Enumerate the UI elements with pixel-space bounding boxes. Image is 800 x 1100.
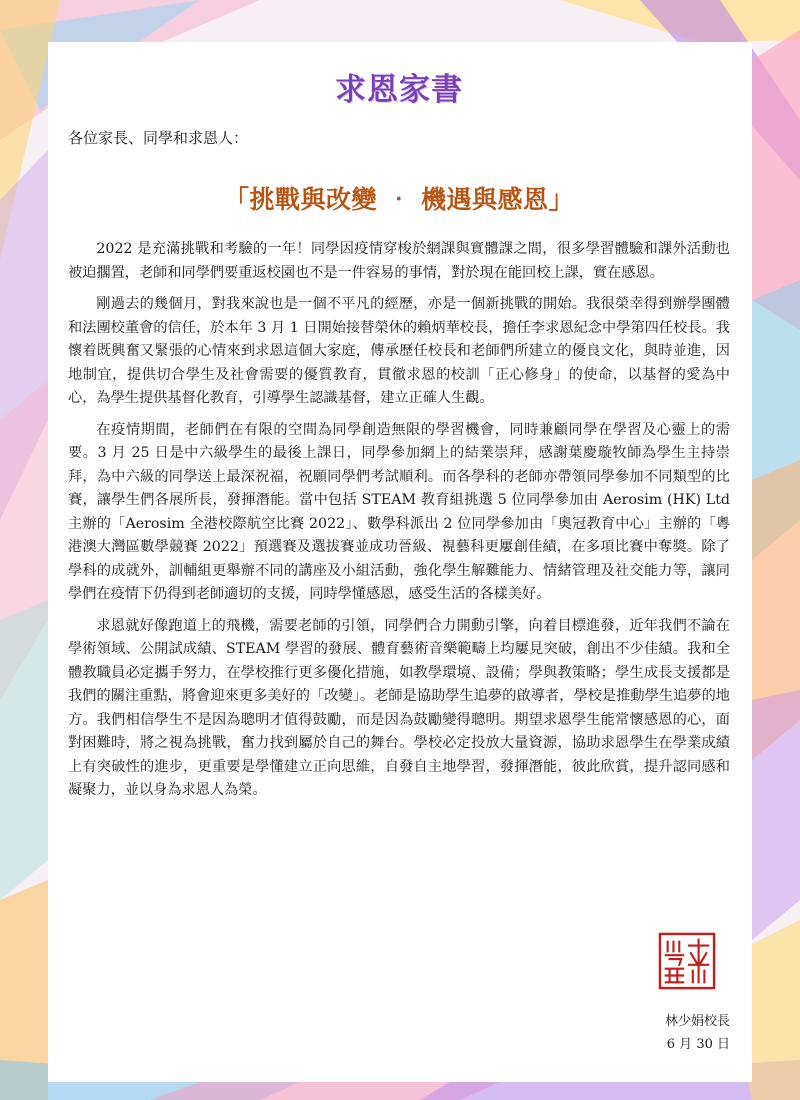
letter-headline: 「挑戰與改變 ‧ 機遇與感恩」 [224,185,574,214]
paragraph: 求恩就好像跑道上的飛機，需要老師的引領，同學們合力開動引擎，向着目標進發，近年我們不論在學術領域、公開試成績、STEAM 學習的發展、體育藝術音樂範疇上均屢見突破，創出不少佳績。我和全體教職員必定攜手努力，在學校推行更多優化措施，如教學環境、設備；學與教策略；學生成長支援都是我們的關注重點，將會迎來更多美好的「改變」。老師是協助學生追夢的啟導者，學校是推動學生追夢的地方。我們相信學生不是因為聰明才值得鼓勵，而是因為鼓勵變得聰明。期望求恩學生能常懷感恩的心，面對困難時，將之視為挑戰，奮力找到屬於自己的舞台。學校必定投放大量資源，協助求恩學生在學業成績上有突破性的進步，更重要是學懂建立正向思維，自發自主地學習，發揮潛能，彼此欣賞，提升認同感和凝聚力，並以身為求恩人為榮。 [68,617,730,798]
letter-page [48,42,752,1082]
signer-name: 林少娟校長 [664,1014,730,1029]
principal-seal [658,932,716,990]
letter-date: 6 月 30 日 [666,1037,730,1052]
paragraph: 2022 是充滿挑戰和考驗的一年！同學因疫情穿梭於網課與實體課之間，很多學習體驗和課外活動也被迫擱置，老師和同學們要重返校園也不是一件容易的事情，對於現在能回校上課，實在感恩。 [68,241,730,281]
letter-title: 求恩家書 [335,72,463,108]
paragraph: 剛過去的幾個月，對我來說也是一個不平凡的經歷，亦是一個新挑戰的開始。我很榮幸得到辦學團體和法團校董會的信任，於本年 3 月 1 日開始接替榮休的賴炳華校長，擔任李求恩紀念中學第四任校長。我懷着既興奮又緊張的心情來到求恩這個大家庭，傳承歷任校長和老師們所建立的優良文化，與時並進，因地制宜，提供切合學生及社會需要的優質教育，貫徹求恩的校訓「正心修身」的使命，以基督的愛為中心，為學生提供基督化教育，引導學生認識基督，建立正確人生觀。 [68,296,730,406]
paragraph: 在疫情期間，老師們在有限的空間為同學創造無限的學習機會，同時兼顧同學在學習及心靈上的需要。3 月 25 日是中六級學生的最後上課日，同學參加網上的結業崇拜，感謝葉慶璇牧師為學生主持崇拜，為中六級的同學送上最深祝福，祝願同學們考試順利。而各學科的老師亦帶領同學參加不同類型的比賽，讓學生們各展所長，發揮潛能。當中包括 STEAM 教育組挑選 5 位同學參加由 Aerosim (HK) Ltd 主辦的「Aerosim 全港校際航空比賽 2022」、數學科派出 2 位同學參加由「奧冠教育中心」主辦的「粵港澳大灣區數學競賽 2022」預選賽及選拔賽並成功晉級、視藝科更屢創佳績，在多項比賽中奪獎。除了學科的成就外，訓輔組更舉辦不同的講座及小組活動，強化學生解難能力、情緒管理及社交能力等，讓同學們在疫情下仍得到老師適切的支援，同時學懂感恩，感受生活的各樣美好。 [68,421,730,602]
letter-body [68,238,730,803]
salutation: 各位家長、同學和求恩人： [68,129,249,147]
